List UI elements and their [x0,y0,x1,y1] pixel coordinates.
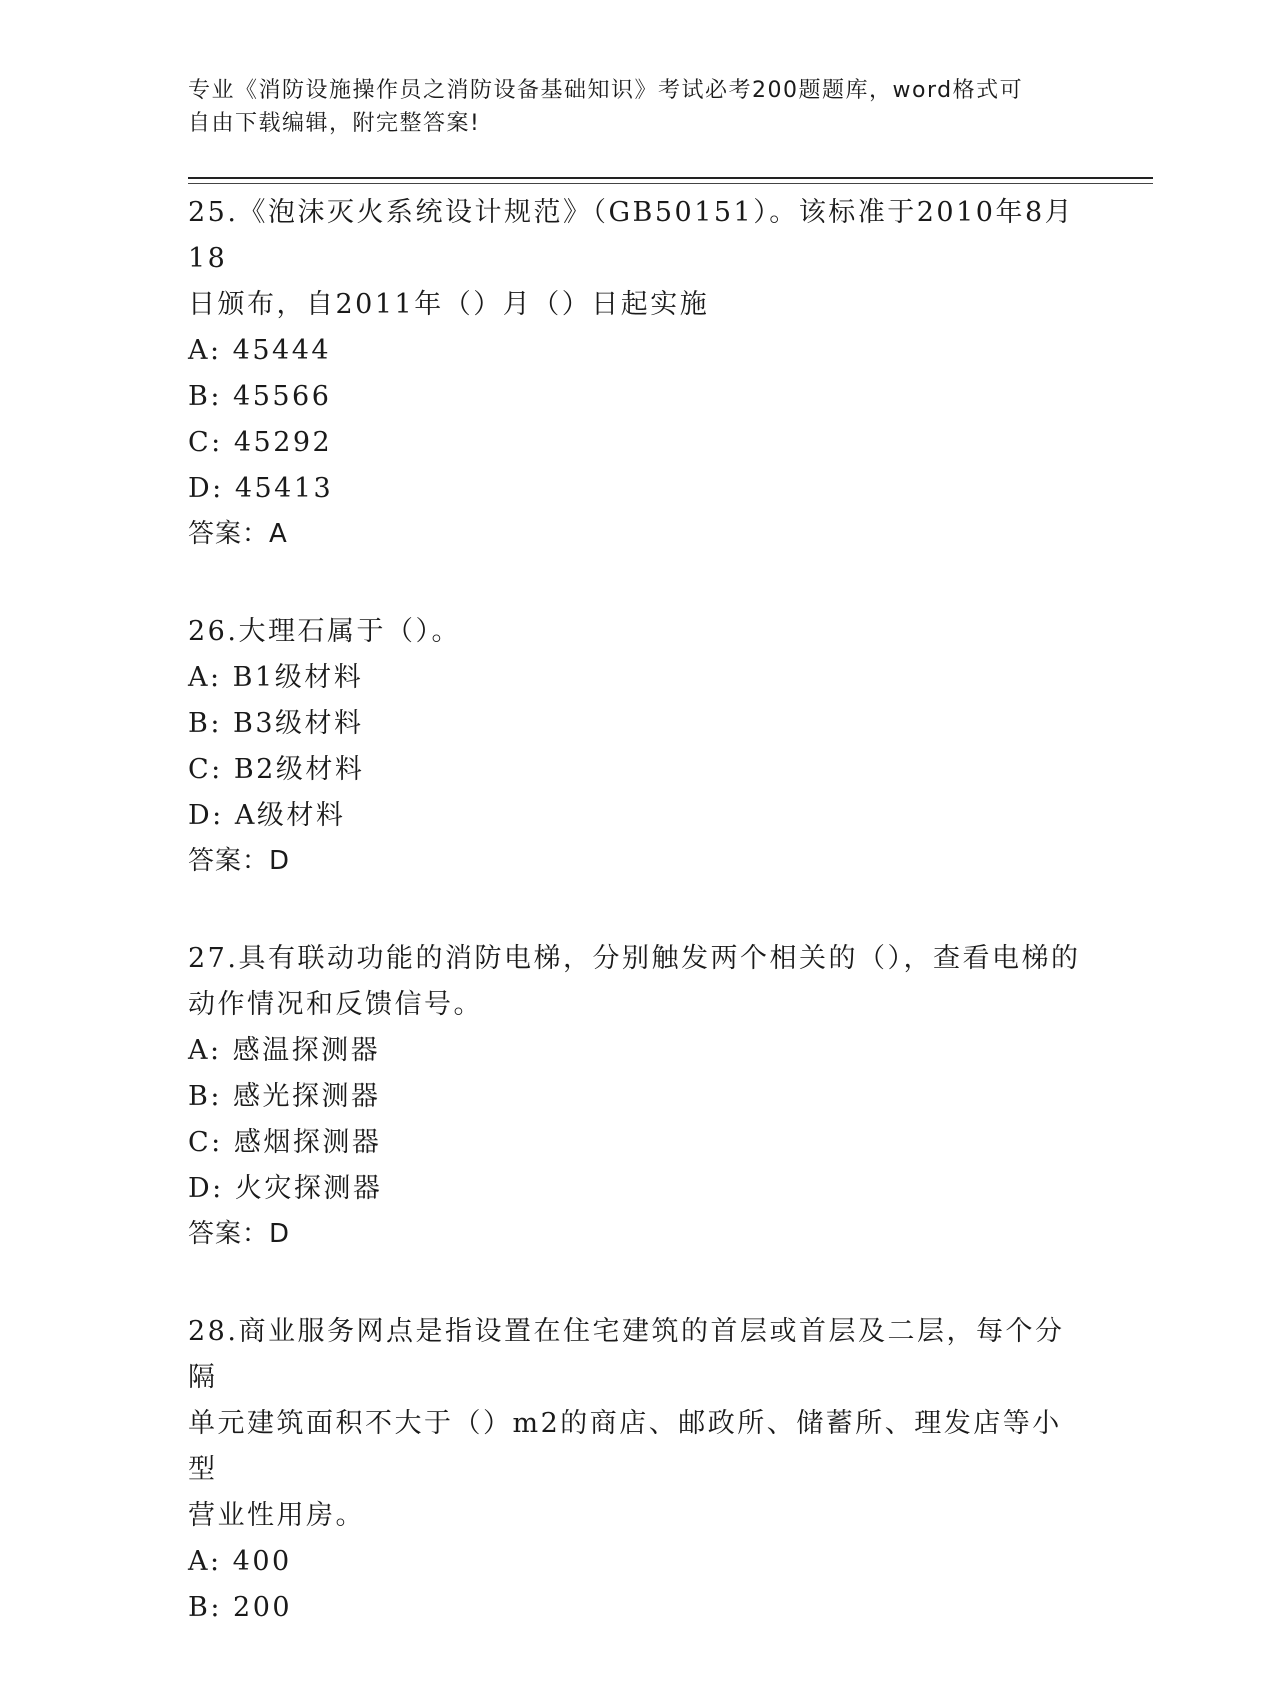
option-a: A: 45444 [188,335,332,366]
answer-line: 答案：D [188,1219,291,1249]
question-stem-line: 27.具有联动功能的消防电梯，分别触发两个相关的（），查看电梯的 [188,943,1081,974]
option-b: B: 感光探测器 [188,1081,381,1112]
option-a: A: B1级材料 [188,662,364,693]
option-a: A: 400 [188,1546,292,1577]
header-divider-thick [188,177,1153,179]
question-26 [188,609,1088,883]
question-stem-line: 26.大理石属于（）。 [188,616,461,647]
question-stem-line: 日颁布，自2011年（）月（）日起实施 [188,289,710,320]
question-stem-line: 动作情况和反馈信号。 [188,989,483,1020]
question-stem-line: 单元建筑面积不大于（）m2的商店、邮政所、储蓄所、理发店等小型 [188,1408,1062,1485]
option-b: B: 200 [188,1592,293,1623]
question-list [188,190,1088,1684]
option-a: A: 感温探测器 [188,1035,381,1066]
option-d: D: A级材料 [188,800,346,831]
option-d: D: 45413 [188,473,334,504]
header-line-2: 自由下载编辑，附完整答案! [188,111,481,136]
question-stem-line: 营业性用房。 [188,1500,365,1531]
option-d: D: 火灾探测器 [188,1173,383,1204]
question-28 [188,1309,1088,1631]
option-b: B: B3级材料 [188,708,364,739]
question-stem-line: 25.《泡沫灭火系统设计规范》（GB50151）。该标准于2010年8月18 [188,197,1075,274]
header-line-1: 专业《消防设施操作员之消防设备基础知识》考试必考200题题库，word格式可 [188,78,1024,103]
document-header [188,74,1088,140]
option-c: C: 感烟探测器 [188,1127,382,1158]
option-b: B: 45566 [188,381,332,412]
question-27 [188,936,1088,1256]
answer-line: 答案：D [188,846,291,876]
header-divider-thin [188,183,1153,184]
question-stem-line: 28.商业服务网点是指设置在住宅建筑的首层或首层及二层，每个分隔 [188,1316,1065,1393]
option-c: C: B2级材料 [188,754,365,785]
question-25 [188,190,1088,556]
option-c: C: 45292 [188,427,333,458]
answer-line: 答案：A [188,519,288,549]
